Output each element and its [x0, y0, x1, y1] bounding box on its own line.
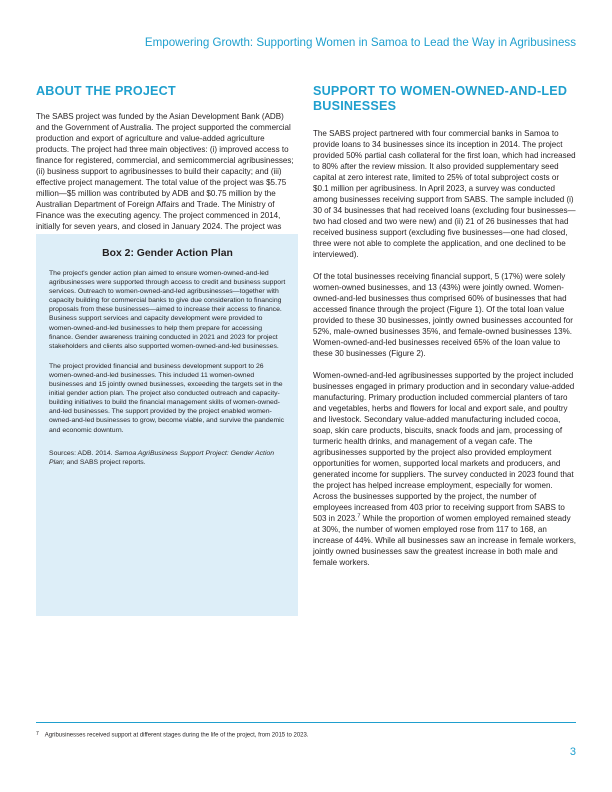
sources-end: ; and SABS project reports.: [62, 458, 146, 466]
about-heading: ABOUT THE PROJECT: [36, 84, 176, 98]
footnote: [36, 730, 576, 740]
footnote-divider: [36, 722, 576, 723]
box-title: Box 2: Gender Action Plan: [102, 248, 233, 259]
sources-label: Sources: ADB. 2014.: [49, 449, 115, 457]
sources-title: Samoa AgriBusiness Support Project: Gender Action Plan: [49, 449, 275, 466]
support-heading: SUPPORT TO WOMEN-OWNED-AND-LED BUSINESSES: [313, 84, 568, 113]
footnote-text: Agribusinesses received support at different stages during the life of the project, from 2015 to 2023.: [44, 732, 309, 739]
support-paragraph-2: Of the total businesses receiving financial support, 5 (17%) were solely women-owned businesses, and 13 (43%) were jointly owned. Women-owned-and-led businesses thus comprised 60% of businesses that had accessed finance through the project (Figure 1). Of the total loan value provided to these 30 businesses, jointly owned businesses accounted for 52%, male-owned businesses 35%, and female-owned businesses 13%. Women-owned-and-led businesses received 65% of the loan value to these 30 businesses (Figure 2).: [313, 272, 573, 358]
support-paragraph-3: [313, 370, 576, 568]
support-section: [313, 84, 576, 579]
box-paragraph-2: The project provided financial and business development support to 26 women-owned-and-led businesses. This included 11 women-owned businesses and 15 jointly owned businesses, exceeding the targets set in the initial gender action plan. The project also conducted outreach and capacity-building initiatives to build the financial management skills of women-owned-and-led businesses. The support provided by the project enabled women-owned-and-led businesses to grow, become viable, and survive the pandemic and economic downturn.: [49, 362, 285, 434]
support-paragraph-1: The SABS project partnered with four commercial banks in Samoa to provide loans to 34 businesses since its inception in 2014. The project provided 50% partial cash collateral for the first loan, which had increased to 80% after the review mission. It also provided supplementary seed capital at zero interest rate, limited to 25% of total subproject costs or $0.1 million per agribusiness. In April 2023, a survey was conducted among businesses receiving support from SABS. The sample included (i) 30 of 34 businesses that had received loans (excluding four businesses—two had closed and two were new) and (ii) 21 of 26 businesses that had received business support (excluding five businesses—one had closed, three were not able to complete the application, and one declined to be interviewed).: [313, 129, 576, 259]
about-text: The SABS project was funded by the Asian Development Bank (ADB) and the Government of Australia. The project supported the commercial production and export of agriculture and value-added agriculture products. The project had three main objectives: (i) improved access to finance for registered, commercial, and semicommercial agribusinesses; (ii) business support to agribusinesses to build their capacity; and (iii) effective project management. The total value of the project was $5.75 million—$5 million was contributed by ADB and $0.75 million by the Australian Department of Foreign Affairs and Trade. The Ministry of Finance was the executing agency. The project commenced in 2014, initially for seven years, and closed in January 2024. The project was: [36, 112, 294, 231]
running-head: Empowering Growth: Supporting Women in Samoa to Lead the Way in Agribusiness: [144, 36, 576, 49]
support-text-end: While the proportion of women employed remained steady at 30%, the number of women employed rose from 117 to 168, an increase of 44%. While all businesses saw an increase in female workers, jointly owned businesses saw the greatest increase in both male and female workers.: [313, 514, 576, 567]
footnote-mark: 7: [36, 731, 39, 737]
gender-action-plan-box: [36, 234, 298, 616]
box-sources: [49, 449, 286, 467]
about-paragraph: [36, 111, 298, 254]
page-number: 3: [569, 746, 576, 758]
about-section: [36, 84, 298, 254]
box-paragraph-1: The project's gender action plan aimed to ensure women-owned-and-led agribusinesses were supported through access to credit and business support services. Outreach to women-owned-and-led agribusinesses—together with capacity building for commercial banks to give due consideration to financing proposals from these businesses—aimed to increase their access to finance. Business support services and capacity development were provided to women-owned-and-led businesses to help them prepare for accessing finance. Gender awareness training conducted in 2021 and 2023 for project stakeholders and clients also supported women-owned-and-led businesses.: [49, 270, 286, 350]
support-text: Women-owned-and-led agribusinesses supported by the project included businesses engaged in primary production and in secondary value-added manufacturing. Primary production included commercial planters of taro and vegetables, herbs and flowers for local and export sale, and poultry and livestock. Secondary value-added manufacturing included cocoa, soap, skin care products, biscuits, snack foods and jam, processing of turmeric health drinks, and management of a vegan cafe. The agribusinesses supported by the project also provided employment opportunities for women, supported local markets and producers, and generated income for suppliers. The survey conducted in 2023 found that the project has helped increase employment, especially for women. Across the businesses supported by the project, the number of employees increased from 403 prior to receiving support from SABS to 503 in 2023.: [313, 371, 575, 523]
footnote-reference[interactable]: 7: [357, 513, 361, 520]
